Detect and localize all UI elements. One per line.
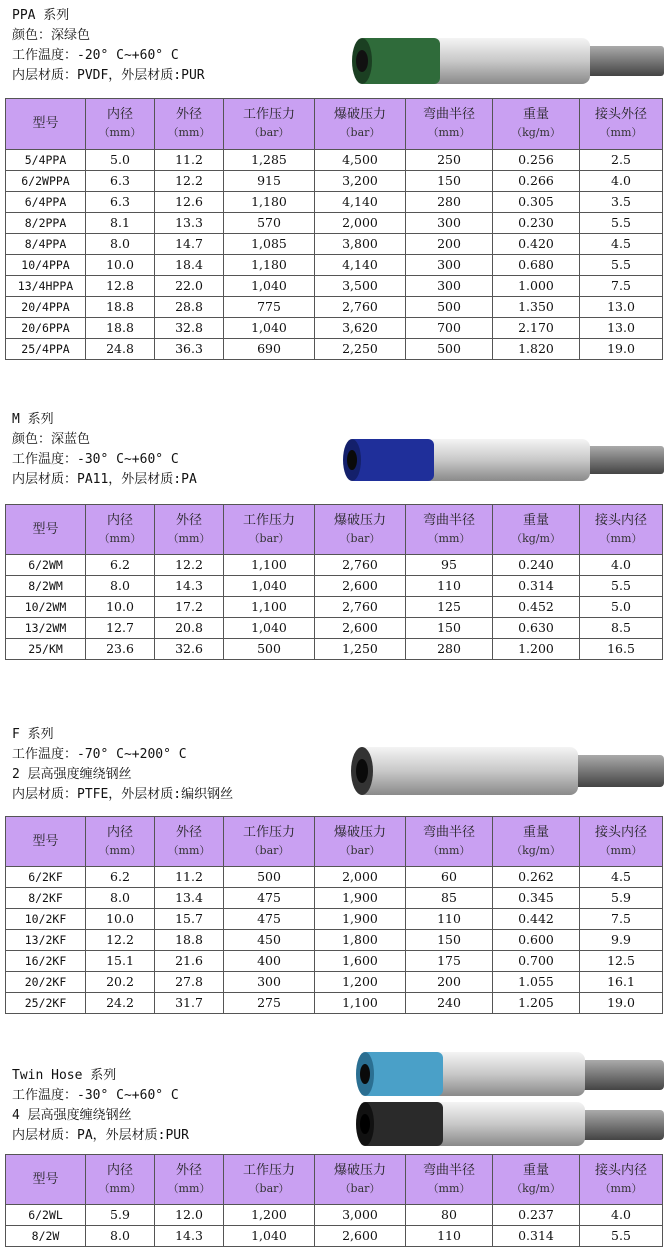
value-cell: 1,040: [224, 618, 315, 639]
color-line: 颜色：深蓝色: [12, 432, 91, 447]
value-cell: 5.9: [580, 888, 663, 909]
value-cell: 19.0: [580, 339, 663, 360]
value-cell: 24.8: [86, 339, 155, 360]
value-cell: 32.8: [155, 318, 224, 339]
value-cell: 2,760: [315, 555, 406, 576]
model-cell: 6/2WL: [6, 1205, 86, 1226]
value-cell: 690: [224, 339, 315, 360]
value-cell: 14.3: [155, 1226, 224, 1247]
value-cell: 5.0: [86, 150, 155, 171]
value-cell: 4,140: [315, 255, 406, 276]
value-cell: 475: [224, 888, 315, 909]
material-line: 内层材质：PTFE，外层材质:编织钢丝: [12, 787, 234, 802]
value-cell: 14.3: [155, 576, 224, 597]
value-cell: 0.256: [493, 150, 580, 171]
model-cell: 8/2PPA: [6, 213, 86, 234]
value-cell: 2,000: [315, 213, 406, 234]
value-cell: 8.0: [86, 1226, 155, 1247]
value-cell: 1,040: [224, 318, 315, 339]
value-cell: 4.0: [580, 171, 663, 192]
value-cell: 250: [406, 150, 493, 171]
value-cell: 400: [224, 951, 315, 972]
value-cell: 0.345: [493, 888, 580, 909]
value-cell: 2,250: [315, 339, 406, 360]
value-cell: 5.0: [580, 597, 663, 618]
ppa-table: [5, 98, 663, 360]
value-cell: 5.5: [580, 213, 663, 234]
twin-hose-image: [355, 1050, 664, 1148]
value-cell: 1.820: [493, 339, 580, 360]
value-cell: 1,100: [224, 555, 315, 576]
value-cell: 0.442: [493, 909, 580, 930]
value-cell: 280: [406, 639, 493, 660]
model-cell: 20/6PPA: [6, 318, 86, 339]
value-cell: 5.5: [580, 1226, 663, 1247]
col-burst-pressure: 爆破压力 （bar）: [315, 817, 406, 867]
value-cell: 125: [406, 597, 493, 618]
value-cell: 150: [406, 171, 493, 192]
table-row: [6, 993, 663, 1014]
value-cell: 4.0: [580, 555, 663, 576]
table-row: [6, 255, 663, 276]
model-cell: 8/4PPA: [6, 234, 86, 255]
value-cell: 95: [406, 555, 493, 576]
value-cell: 1.000: [493, 276, 580, 297]
model-cell: 16/2KF: [6, 951, 86, 972]
color-line: 颜色：深绿色: [12, 28, 91, 43]
value-cell: 110: [406, 909, 493, 930]
col-outer-diameter: 外径 （mm）: [155, 817, 224, 867]
col-fitting-id: 接头内径 （mm）: [580, 505, 663, 555]
value-cell: 0.680: [493, 255, 580, 276]
series-title: Twin Hose 系列: [12, 1068, 117, 1083]
value-cell: 0.600: [493, 930, 580, 951]
header-row: [6, 1155, 663, 1205]
value-cell: 570: [224, 213, 315, 234]
table-row: [6, 639, 663, 660]
value-cell: 15.1: [86, 951, 155, 972]
value-cell: 10.0: [86, 909, 155, 930]
value-cell: 15.7: [155, 909, 224, 930]
ppa-hose-image: [350, 34, 664, 90]
value-cell: 12.2: [155, 171, 224, 192]
value-cell: 28.8: [155, 297, 224, 318]
value-cell: 22.0: [155, 276, 224, 297]
col-model: 型号: [6, 1155, 86, 1205]
twin-info: [12, 1066, 189, 1146]
value-cell: 1.350: [493, 297, 580, 318]
model-cell: 20/4PPA: [6, 297, 86, 318]
value-cell: 2,760: [315, 597, 406, 618]
value-cell: 300: [406, 255, 493, 276]
value-cell: 8.5: [580, 618, 663, 639]
value-cell: 1,200: [224, 1205, 315, 1226]
col-outer-diameter: 外径 （mm）: [155, 1155, 224, 1205]
value-cell: 0.230: [493, 213, 580, 234]
value-cell: 300: [224, 972, 315, 993]
value-cell: 0.314: [493, 1226, 580, 1247]
value-cell: 2,600: [315, 1226, 406, 1247]
m-table: [5, 504, 663, 660]
value-cell: 150: [406, 618, 493, 639]
value-cell: 12.2: [155, 555, 224, 576]
value-cell: 500: [406, 297, 493, 318]
value-cell: 17.2: [155, 597, 224, 618]
table-row: [6, 909, 663, 930]
col-bend-radius: 弯曲半径 （mm）: [406, 505, 493, 555]
col-weight: 重量 （kg/m）: [493, 817, 580, 867]
value-cell: 0.630: [493, 618, 580, 639]
model-cell: 25/KM: [6, 639, 86, 660]
value-cell: 0.240: [493, 555, 580, 576]
value-cell: 3,000: [315, 1205, 406, 1226]
value-cell: 110: [406, 576, 493, 597]
f-hose-image: [348, 745, 664, 797]
value-cell: 2,760: [315, 297, 406, 318]
value-cell: 6.2: [86, 867, 155, 888]
value-cell: 12.6: [155, 192, 224, 213]
series-title: M 系列: [12, 412, 54, 427]
value-cell: 6.3: [86, 192, 155, 213]
value-cell: 1.055: [493, 972, 580, 993]
value-cell: 1,800: [315, 930, 406, 951]
value-cell: 6.3: [86, 171, 155, 192]
value-cell: 31.7: [155, 993, 224, 1014]
header-row: [6, 99, 663, 150]
value-cell: 1,100: [315, 993, 406, 1014]
value-cell: 110: [406, 1226, 493, 1247]
model-cell: 10/2WM: [6, 597, 86, 618]
value-cell: 8.0: [86, 888, 155, 909]
twin-table: [5, 1154, 663, 1247]
value-cell: 175: [406, 951, 493, 972]
col-working-pressure: 工作压力 （bar）: [224, 505, 315, 555]
value-cell: 0.700: [493, 951, 580, 972]
col-weight: 重量 （kg/m）: [493, 505, 580, 555]
value-cell: 16.5: [580, 639, 663, 660]
value-cell: 275: [224, 993, 315, 1014]
value-cell: 3,200: [315, 171, 406, 192]
value-cell: 8.0: [86, 234, 155, 255]
value-cell: 24.2: [86, 993, 155, 1014]
value-cell: 1.200: [493, 639, 580, 660]
col-inner-diameter: 内径 （mm）: [86, 817, 155, 867]
value-cell: 2,000: [315, 867, 406, 888]
value-cell: 60: [406, 867, 493, 888]
model-cell: 8/2WM: [6, 576, 86, 597]
temperature-line: 工作温度：-30° C~+60° C: [12, 1088, 179, 1103]
model-cell: 6/2KF: [6, 867, 86, 888]
col-working-pressure: 工作压力 （bar）: [224, 99, 315, 150]
value-cell: 1,900: [315, 888, 406, 909]
value-cell: 36.3: [155, 339, 224, 360]
value-cell: 12.8: [86, 276, 155, 297]
model-cell: 13/2WM: [6, 618, 86, 639]
col-inner-diameter: 内径 （mm）: [86, 505, 155, 555]
value-cell: 8.0: [86, 576, 155, 597]
series-title: PPA 系列: [12, 8, 70, 23]
value-cell: 5.5: [580, 576, 663, 597]
value-cell: 5.9: [86, 1205, 155, 1226]
table-row: [6, 276, 663, 297]
value-cell: 12.0: [155, 1205, 224, 1226]
value-cell: 10.0: [86, 255, 155, 276]
value-cell: 150: [406, 930, 493, 951]
table-row: [6, 318, 663, 339]
value-cell: 240: [406, 993, 493, 1014]
col-bend-radius: 弯曲半径 （mm）: [406, 99, 493, 150]
value-cell: 0.305: [493, 192, 580, 213]
value-cell: 18.8: [155, 930, 224, 951]
col-bend-radius: 弯曲半径 （mm）: [406, 817, 493, 867]
table-row: [6, 888, 663, 909]
value-cell: 14.7: [155, 234, 224, 255]
series-title: F 系列: [12, 727, 54, 742]
value-cell: 1,085: [224, 234, 315, 255]
col-model: 型号: [6, 505, 86, 555]
value-cell: 5.5: [580, 255, 663, 276]
value-cell: 280: [406, 192, 493, 213]
col-working-pressure: 工作压力 （bar）: [224, 1155, 315, 1205]
value-cell: 13.0: [580, 297, 663, 318]
m-info: [12, 410, 197, 490]
value-cell: 3,800: [315, 234, 406, 255]
header-row: [6, 505, 663, 555]
value-cell: 6.2: [86, 555, 155, 576]
value-cell: 19.0: [580, 993, 663, 1014]
table-row: [6, 213, 663, 234]
value-cell: 1,040: [224, 1226, 315, 1247]
col-fitting-od: 接头外径 （mm）: [580, 99, 663, 150]
table-row: [6, 1226, 663, 1247]
material-line: 内层材质：PVDF，外层材质:PUR: [12, 68, 205, 83]
steel-wire-line: 4 层高强度缠绕钢丝: [12, 1108, 132, 1123]
temperature-line: 工作温度：-30° C~+60° C: [12, 452, 179, 467]
material-line: 内层材质：PA11，外层材质:PA: [12, 472, 197, 487]
value-cell: 23.6: [86, 639, 155, 660]
value-cell: 0.237: [493, 1205, 580, 1226]
value-cell: 0.262: [493, 867, 580, 888]
table-row: [6, 597, 663, 618]
value-cell: 1,100: [224, 597, 315, 618]
value-cell: 12.7: [86, 618, 155, 639]
value-cell: 4.5: [580, 867, 663, 888]
col-fitting-id: 接头内径 （mm）: [580, 1155, 663, 1205]
col-outer-diameter: 外径 （mm）: [155, 505, 224, 555]
col-bend-radius: 弯曲半径 （mm）: [406, 1155, 493, 1205]
value-cell: 200: [406, 972, 493, 993]
value-cell: 3.5: [580, 192, 663, 213]
value-cell: 0.314: [493, 576, 580, 597]
value-cell: 10.0: [86, 597, 155, 618]
col-burst-pressure: 爆破压力 （bar）: [315, 1155, 406, 1205]
table-row: [6, 576, 663, 597]
value-cell: 4.0: [580, 1205, 663, 1226]
value-cell: 700: [406, 318, 493, 339]
value-cell: 1,200: [315, 972, 406, 993]
col-model: 型号: [6, 817, 86, 867]
value-cell: 11.2: [155, 867, 224, 888]
value-cell: 12.2: [86, 930, 155, 951]
value-cell: 500: [224, 639, 315, 660]
value-cell: 2,600: [315, 576, 406, 597]
value-cell: 2.170: [493, 318, 580, 339]
value-cell: 1.205: [493, 993, 580, 1014]
value-cell: 200: [406, 234, 493, 255]
value-cell: 0.452: [493, 597, 580, 618]
value-cell: 7.5: [580, 909, 663, 930]
value-cell: 16.1: [580, 972, 663, 993]
model-cell: 5/4PPA: [6, 150, 86, 171]
table-row: [6, 930, 663, 951]
value-cell: 85: [406, 888, 493, 909]
value-cell: 1,600: [315, 951, 406, 972]
col-inner-diameter: 内径 （mm）: [86, 99, 155, 150]
header-row: [6, 817, 663, 867]
value-cell: 0.266: [493, 171, 580, 192]
model-cell: 20/2KF: [6, 972, 86, 993]
col-outer-diameter: 外径 （mm）: [155, 99, 224, 150]
col-weight: 重量 （kg/m）: [493, 1155, 580, 1205]
model-cell: 8/2W: [6, 1226, 86, 1247]
table-row: [6, 297, 663, 318]
f-info: [12, 725, 233, 805]
value-cell: 20.2: [86, 972, 155, 993]
col-inner-diameter: 内径 （mm）: [86, 1155, 155, 1205]
model-cell: 8/2KF: [6, 888, 86, 909]
table-row: [6, 951, 663, 972]
value-cell: 4.5: [580, 234, 663, 255]
table-row: [6, 234, 663, 255]
value-cell: 27.8: [155, 972, 224, 993]
value-cell: 18.8: [86, 318, 155, 339]
value-cell: 9.9: [580, 930, 663, 951]
value-cell: 500: [224, 867, 315, 888]
value-cell: 11.2: [155, 150, 224, 171]
value-cell: 4,140: [315, 192, 406, 213]
table-row: [6, 555, 663, 576]
value-cell: 12.5: [580, 951, 663, 972]
model-cell: 6/2WM: [6, 555, 86, 576]
col-working-pressure: 工作压力 （bar）: [224, 817, 315, 867]
m-hose-image: [340, 436, 664, 486]
value-cell: 2.5: [580, 150, 663, 171]
value-cell: 1,040: [224, 276, 315, 297]
value-cell: 300: [406, 276, 493, 297]
value-cell: 2,600: [315, 618, 406, 639]
material-line: 内层材质：PA，外层材质:PUR: [12, 1128, 189, 1143]
value-cell: 3,620: [315, 318, 406, 339]
table-row: [6, 150, 663, 171]
temperature-line: 工作温度：-20° C~+60° C: [12, 48, 179, 63]
value-cell: 1,180: [224, 255, 315, 276]
model-cell: 6/4PPA: [6, 192, 86, 213]
value-cell: 80: [406, 1205, 493, 1226]
value-cell: 3,500: [315, 276, 406, 297]
table-row: [6, 972, 663, 993]
model-cell: 10/4PPA: [6, 255, 86, 276]
value-cell: 1,040: [224, 576, 315, 597]
col-fitting-id: 接头内径 （mm）: [580, 817, 663, 867]
value-cell: 18.4: [155, 255, 224, 276]
table-row: [6, 171, 663, 192]
model-cell: 6/2WPPA: [6, 171, 86, 192]
table-row: [6, 1205, 663, 1226]
model-cell: 13/2KF: [6, 930, 86, 951]
value-cell: 1,250: [315, 639, 406, 660]
value-cell: 13.4: [155, 888, 224, 909]
value-cell: 20.8: [155, 618, 224, 639]
value-cell: 21.6: [155, 951, 224, 972]
table-row: [6, 618, 663, 639]
value-cell: 300: [406, 213, 493, 234]
value-cell: 8.1: [86, 213, 155, 234]
f-table: [5, 816, 663, 1014]
value-cell: 775: [224, 297, 315, 318]
value-cell: 475: [224, 909, 315, 930]
table-row: [6, 192, 663, 213]
value-cell: 32.6: [155, 639, 224, 660]
value-cell: 7.5: [580, 276, 663, 297]
model-cell: 25/2KF: [6, 993, 86, 1014]
value-cell: 13.0: [580, 318, 663, 339]
temperature-line: 工作温度：-70° C~+200° C: [12, 747, 187, 762]
value-cell: 13.3: [155, 213, 224, 234]
table-row: [6, 339, 663, 360]
col-model: 型号: [6, 99, 86, 150]
steel-wire-line: 2 层高强度缠绕钢丝: [12, 767, 132, 782]
value-cell: 450: [224, 930, 315, 951]
value-cell: 4,500: [315, 150, 406, 171]
value-cell: 0.420: [493, 234, 580, 255]
model-cell: 10/2KF: [6, 909, 86, 930]
table-row: [6, 867, 663, 888]
value-cell: 1,285: [224, 150, 315, 171]
col-weight: 重量 （kg/m）: [493, 99, 580, 150]
value-cell: 500: [406, 339, 493, 360]
ppa-info: [12, 6, 205, 86]
model-cell: 13/4HPPA: [6, 276, 86, 297]
value-cell: 1,180: [224, 192, 315, 213]
value-cell: 1,900: [315, 909, 406, 930]
value-cell: 915: [224, 171, 315, 192]
value-cell: 18.8: [86, 297, 155, 318]
model-cell: 25/4PPA: [6, 339, 86, 360]
col-burst-pressure: 爆破压力 （bar）: [315, 505, 406, 555]
col-burst-pressure: 爆破压力 （bar）: [315, 99, 406, 150]
